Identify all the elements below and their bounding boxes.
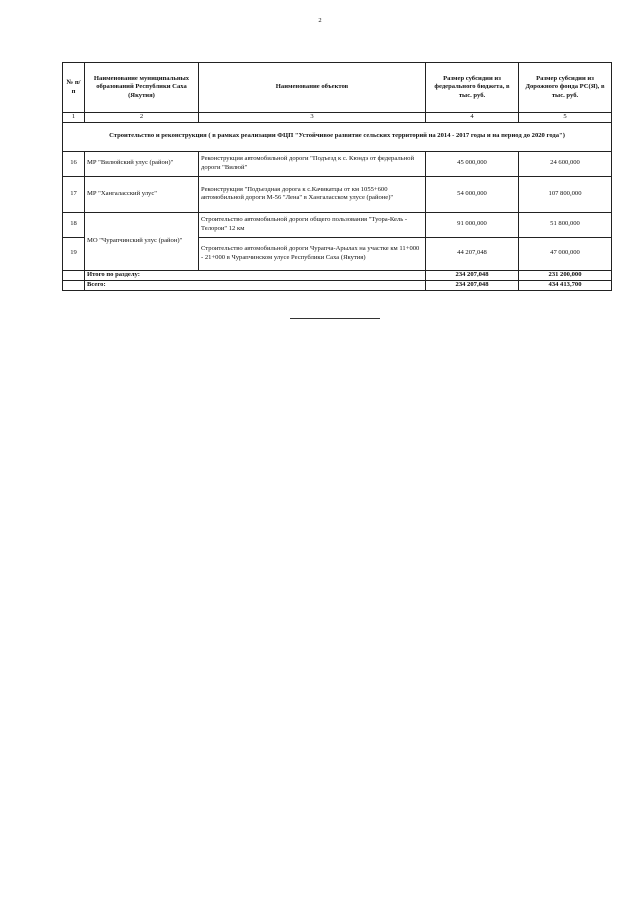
table-row	[63, 176, 612, 212]
row-municipality: МО "Чурапчинский улус (район)"	[85, 212, 199, 270]
section-total-row	[63, 270, 612, 280]
column-number: 4	[426, 113, 519, 123]
column-number: 2	[85, 113, 199, 123]
section-title: Строительство и реконструкция ( в рамках реализации ФЦП "Устойчивое развитие сельских территорий на 2014 - 2017 годы и на период до 2020 года")	[63, 122, 612, 151]
section-total-label: Итого по разделу:	[85, 270, 426, 280]
header-federal: Размер субсидии из федерального бюджета, в тыс. руб.	[426, 63, 519, 113]
row-num: 16	[63, 151, 85, 176]
empty-cell	[63, 270, 85, 280]
grand-total-road-fund: 434 413,700	[519, 280, 612, 290]
row-road-fund: 51 800,000	[519, 212, 612, 237]
subsidy-table	[62, 62, 612, 291]
header-row	[63, 63, 612, 113]
row-municipality: МР "Вилюйский улус (район)"	[85, 151, 199, 176]
separator-line	[290, 318, 380, 319]
row-num: 19	[63, 237, 85, 270]
column-number-row	[63, 113, 612, 123]
row-object: Строительство автомобильной дороги Чурапча-Арылах на участке км 11+000 - 21+000 в Чурапчинском улусе Республики Саха (Якутия)	[199, 237, 426, 270]
grand-total-row	[63, 280, 612, 290]
row-federal: 54 000,000	[426, 176, 519, 212]
header-municipality: Наименование муниципальных образований Республики Саха (Якутия)	[85, 63, 199, 113]
row-object: Реконструкция автомобильной дороги "Подъезд к с. Кюндэ от федеральной дороги "Вилюй"	[199, 151, 426, 176]
grand-total-label: Всего:	[85, 280, 426, 290]
row-municipality: МР "Хангаласский улус"	[85, 176, 199, 212]
header-road-fund: Размер субсидии из Дорожного фонда РС(Я), в тыс. руб.	[519, 63, 612, 113]
section-total-road-fund: 231 200,000	[519, 270, 612, 280]
header-num: № п/п	[63, 63, 85, 113]
row-object: Строительство автомобильной дороги общего пользования "Туора-Кель - Телорои" 12 км	[199, 212, 426, 237]
page-number: 2	[318, 17, 322, 24]
row-num: 18	[63, 212, 85, 237]
section-row	[63, 122, 612, 151]
table-row	[63, 212, 612, 237]
column-number: 3	[199, 113, 426, 123]
row-federal: 45 000,000	[426, 151, 519, 176]
row-road-fund: 24 600,000	[519, 151, 612, 176]
table-row	[63, 151, 612, 176]
row-federal: 91 000,000	[426, 212, 519, 237]
row-road-fund: 107 800,000	[519, 176, 612, 212]
row-object: Реконструкция "Подъездная дорога к с.Качикатцы от км 1055+600 автомобильной дороги М-56 "Лена" в Хангаласском улусе (районе)"	[199, 176, 426, 212]
column-number: 1	[63, 113, 85, 123]
section-total-federal: 234 207,048	[426, 270, 519, 280]
empty-cell	[63, 280, 85, 290]
header-object: Наименование объектов	[199, 63, 426, 113]
row-federal: 44 207,048	[426, 237, 519, 270]
row-num: 17	[63, 176, 85, 212]
grand-total-federal: 234 207,048	[426, 280, 519, 290]
row-road-fund: 47 000,000	[519, 237, 612, 270]
column-number: 5	[519, 113, 612, 123]
